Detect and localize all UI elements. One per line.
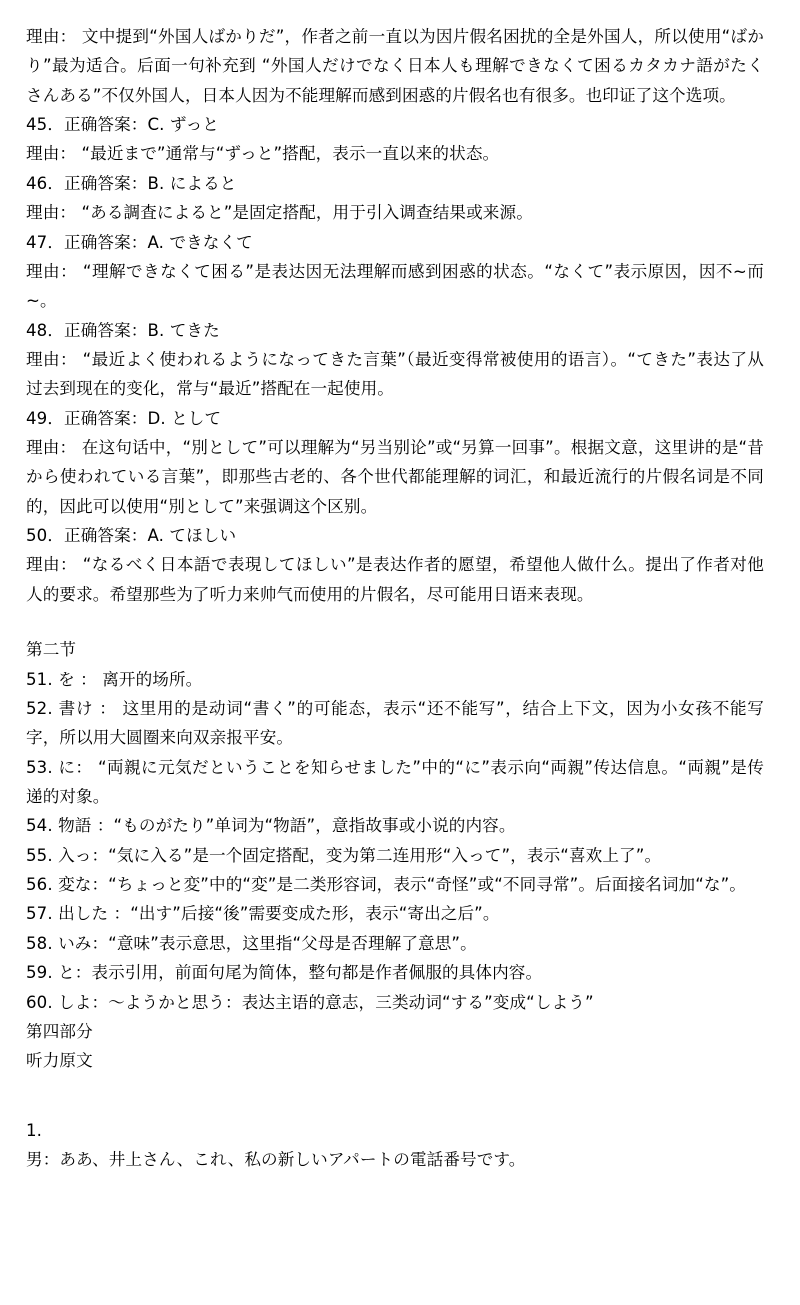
paragraph-item-51: 51. を ： 离开的场所。: [26, 669, 203, 689]
heading-section-4: 第四部分: [26, 1021, 93, 1041]
paragraph-answer-48: 48．正确答案：B. てきた: [26, 320, 220, 340]
section-spacer-1: [26, 609, 764, 635]
heading-listening-script: 听力原文: [26, 1051, 93, 1071]
paragraph-answer-46: 46．正确答案：B. によると: [26, 173, 237, 193]
paragraph-reason-44: 理由： 文中提到“外国人ばかりだ”，作者之前一直以为因片假名困扰的全是外国人，所以使用“ばかり”最为适合。后面一句补充到 “外国人だけでなく日本人も理解できなくて困るカタカナ語がたくさんある”不仅外国人，日本人因为不能理解而感到困惑的片假名也有很多。也印证了这个选项。: [26, 27, 764, 105]
paragraph-item-53: 53. に： “両親に元気だということを知らせました”中的“に”表示向“両親”传达信息。“両親”是传递的对象。: [26, 757, 764, 806]
paragraph-answer-49: 49．正确答案：D. として: [26, 408, 222, 428]
paragraph-item-58: 58. いみ：“意味”表示意思，这里指“父母是否理解了意思”。: [26, 933, 477, 953]
paragraph-reason-50: 理由： “なるべく日本語で表現してほしい”是表达作者的愿望，希望他人做什么。提出了作者对他人的要求。希望那些为了听力来帅气而使用的片假名，尽可能用日语来表现。: [26, 555, 764, 604]
paragraph-item-54: 54. 物語 ：“ものがたり”单词为“物語”，意指故事或小说的内容。: [26, 816, 516, 836]
paragraph-answer-47: 47．正确答案：A. できなくて: [26, 232, 253, 252]
paragraph-item-52: 52. 書け ： 这里用的是动词“書く”的可能态，表示“还不能写”，结合上下文，因为小女孩不能写字，所以用大圆圈来向双亲报平安。: [26, 698, 764, 748]
section-spacer-2: [26, 1076, 764, 1116]
paragraph-answer-45: 45．正确答案：C. ずっと: [26, 115, 219, 135]
paragraph-q1-line: 男：ああ、井上さん、これ、私の新しいアパートの電話番号です。: [26, 1149, 526, 1169]
paragraph-item-56: 56. 変な：“ちょっと変”中的“変”是二类形容词，表示“奇怪”或“不同寻常”。后面接名词加“な”。: [26, 875, 747, 895]
paragraph-answer-50: 50．正确答案：A. てほしい: [26, 526, 237, 546]
paragraph-reason-46: 理由： “ある調査によると”是固定搭配，用于引入调查结果或来源。: [26, 203, 533, 223]
paragraph-item-57: 57. 出した ：“出す”后接“後”需要变成た形，表示“寄出之后”。: [26, 904, 500, 924]
paragraph-reason-45: 理由： “最近まで”通常与“ずっと”搭配，表示一直以来的状态。: [26, 144, 500, 164]
heading-section-2: 第二节: [26, 640, 77, 660]
paragraph-reason-47: 理由： “理解できなくて困る”是表达因无法理解而感到困惑的状态。“なくて”表示原因，因不~而~。: [26, 261, 764, 311]
paragraph-item-60: 60. しよ：～ようかと思う：表达主语的意志，三类动词“する”变成“しよう”: [26, 992, 594, 1012]
paragraph-q1-number: 1.: [26, 1120, 43, 1140]
paragraph-item-55: 55. 入っ：“気に入る”是一个固定搭配，变为第二连用形“入って”，表示“喜欢上了”。: [26, 845, 662, 865]
paragraph-item-59: 59. と：表示引用，前面句尾为简体，整句都是作者佩服的具体内容。: [26, 963, 543, 983]
paragraph-reason-48: 理由： “最近よく使われるようになってきた言葉”（最近变得常被使用的语言）。“てきた”表达了从过去到现在的变化，常与“最近”搭配在一起使用。: [26, 349, 764, 399]
paragraph-reason-49: 理由： 在这句话中，“別として”可以理解为“另当别论”或“另算一回事”。根据文意，这里讲的是“昔から使われている言葉”，即那些古老的、各个世代都能理解的词汇，和最近流行的片假名词是不同的，因此可以使用“別として”来强调这个区别。: [26, 438, 764, 516]
